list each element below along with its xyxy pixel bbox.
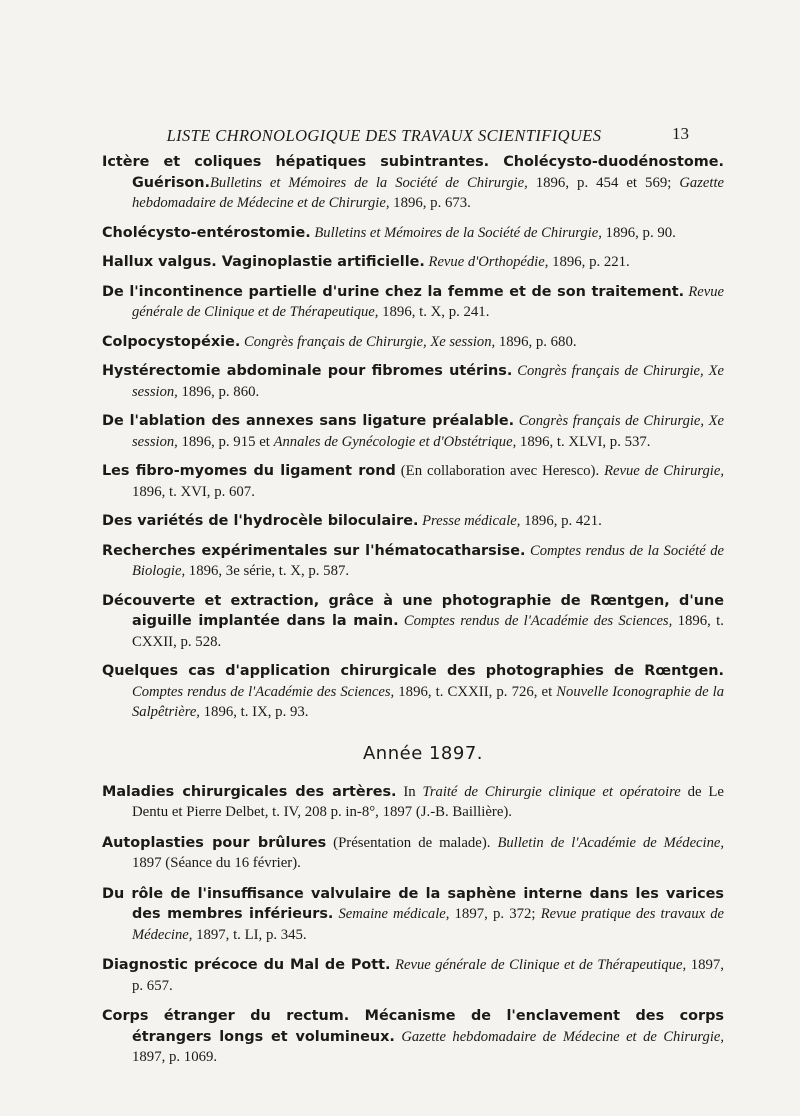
entry-source: Congrès français de Chirurgie, Xe session,: [240, 333, 496, 350]
bibliography-entry: [102, 461, 724, 502]
bibliography-entry: [102, 361, 724, 402]
entry-source: Bulletins et Mémoires de la Société de Chirurgie,: [210, 174, 528, 191]
entry-details: In: [396, 783, 423, 800]
entry-source: Comptes rendus de la Société de Biologie,: [132, 542, 724, 579]
entry-title: Les fibro-myomes du ligament rond: [102, 463, 396, 479]
entry-title: Du rôle de l'insuffisance valvulaire de la saphène interne dans les varices des membres inférieurs.: [102, 885, 724, 922]
entry-title: Corps étranger du rectum. Mécanisme de l'enclavement des corps étrangers longs et volumineux.: [102, 1008, 724, 1045]
bibliography-entry: [102, 782, 724, 823]
entry-details: 1897, p. 372;: [449, 906, 541, 922]
bibliography-entry: [102, 541, 724, 582]
entry-title: Ictère et coliques hépatiques subintrantes. Cholécysto-duodénostome. Guérison.: [102, 154, 724, 191]
entry-details: 1896, p. 221.: [548, 254, 630, 270]
entry-details: 1896, t. X, p. 241.: [378, 304, 490, 320]
entry-details: 1896, p. 454 et 569;: [527, 174, 680, 191]
entry-source: Presse médicale,: [418, 513, 521, 529]
bibliography-list: [102, 152, 724, 1078]
entry-title: De l'incontinence partielle d'urine chez la femme et de son traitement.: [102, 283, 685, 300]
bibliography-entry: [102, 332, 724, 353]
entry-details: 1897, p. 657.: [132, 957, 725, 994]
entry-details: 1896, t. CXXII, p. 528.: [132, 613, 724, 650]
entry-title: Hystérectomie abdominale pour fibromes utérins.: [102, 363, 513, 379]
year-heading: Année 1897.: [362, 742, 484, 764]
entry-details: 1896, t. CXXII, p. 726, et: [394, 683, 557, 700]
entry-source: Bulletins et Mémoires de la Société de Chirurgie,: [310, 224, 602, 241]
entry-title: Découverte et extraction, grâce à une photographie de Rœntgen, d'une aiguille implantée dans la main.: [102, 592, 724, 629]
entry-details: 1896, t. IX, p. 93.: [199, 704, 309, 720]
bibliography-entry: [102, 833, 724, 874]
entry-source: Revue d'Orthopédie,: [424, 254, 549, 270]
running-title: LISTE CHRONOLOGIQUE DES TRAVAUX SCIENTIFIQUES: [166, 126, 602, 145]
entry-source: Revue pratique des travaux de Médecine,: [132, 906, 725, 943]
entry-source: Congrès français de Chirurgie, Xe session,: [132, 413, 724, 450]
entry-details: 1897, p. 1069.: [132, 1049, 218, 1065]
entry-details: 1896, p. 421.: [520, 513, 602, 529]
entry-details: (En collaboration avec Heresco).: [395, 463, 605, 479]
bibliography-entry: [102, 152, 724, 214]
bibliography-entry: [102, 955, 724, 996]
bibliography-entry: [102, 1006, 724, 1068]
entry-title: Colpocystopéxie.: [102, 333, 241, 350]
bibliography-entry: [102, 282, 724, 323]
entry-source: Traité de Chirurgie clinique et opératoire: [422, 783, 681, 800]
entry-source: Revue de Chirurgie,: [604, 463, 724, 479]
entry-title: Autoplasties pour brûlures: [102, 834, 327, 851]
entry-details: 1896, p. 90.: [601, 224, 676, 241]
entry-details: de Le Dentu et Pierre Delbet, t. IV, 208 p. in-8°, 1897 (J.-B. Baillière).: [132, 783, 724, 820]
bibliography-entry: [102, 223, 724, 244]
entries-1896: [102, 152, 724, 723]
entry-title: De l'ablation des annexes sans ligature préalable.: [102, 413, 515, 429]
entry-details: 1896, p. 680.: [495, 333, 577, 350]
entry-source: Congrès français de Chirurgie, Xe session,: [132, 363, 724, 400]
bibliography-entry: [102, 511, 724, 532]
entry-title: Des variétés de l'hydrocèle biloculaire.: [102, 513, 419, 529]
page-number: 13: [672, 124, 689, 143]
entry-details: 1896, t. XVI, p. 607.: [132, 483, 255, 500]
bibliography-entry: [102, 591, 724, 653]
entry-details: 1897 (Séance du 16 février).: [132, 855, 301, 871]
entry-details: 1896, p. 673.: [389, 195, 471, 211]
bibliography-entry: [102, 411, 724, 452]
entry-title: Recherches expérimentales sur l'hématocatharsise.: [102, 542, 526, 559]
entry-title: Diagnostic précoce du Mal de Pott.: [102, 957, 391, 973]
entry-title: Maladies chirurgicales des artères.: [102, 783, 397, 800]
entry-source: Nouvelle Iconographie de la Salpêtrière,: [132, 683, 724, 720]
entry-details: 1896, p. 860.: [177, 383, 260, 400]
entry-source: Revue générale de Clinique et de Thérapeutique,: [390, 957, 687, 973]
entry-title: Hallux valgus. Vaginoplastie artificielle.: [102, 254, 425, 270]
entry-details: 1896, t. XLVI, p. 537.: [516, 433, 651, 450]
entry-source: Bulletin de l'Académie de Médecine,: [497, 834, 725, 851]
entries-1897: [102, 782, 724, 1068]
entry-details: (Présentation de malade).: [326, 834, 498, 851]
entry-source: Comptes rendus de l'Académie des Sciences,: [132, 683, 395, 700]
entry-details: 1896, 3e série, t. X, p. 587.: [185, 563, 350, 579]
bibliography-entry: [102, 661, 724, 723]
entry-source: Semaine médicale,: [333, 906, 450, 922]
entry-details: 1896, p. 915 et: [177, 433, 274, 450]
entry-title: Quelques cas d'application chirurgicale des photographies de Rœntgen.: [102, 663, 724, 679]
entry-source: Gazette hebdomadaire de Médecine et de Chirurgie,: [132, 174, 724, 211]
entry-source: Revue générale de Clinique et de Thérapeutique,: [132, 283, 724, 320]
entry-source: Comptes rendus de l'Académie des Sciences,: [398, 613, 673, 629]
bibliography-entry: [102, 252, 724, 273]
bibliography-entry: [102, 884, 724, 946]
entry-source: Annales de Gynécologie et d'Obstétrique,: [273, 433, 517, 450]
entry-details: 1897, t. LI, p. 345.: [192, 926, 307, 943]
entry-title: Cholécysto-entérostomie.: [102, 224, 311, 241]
entry-source: Gazette hebdomadaire de Médecine et de Chirurgie,: [394, 1028, 725, 1045]
